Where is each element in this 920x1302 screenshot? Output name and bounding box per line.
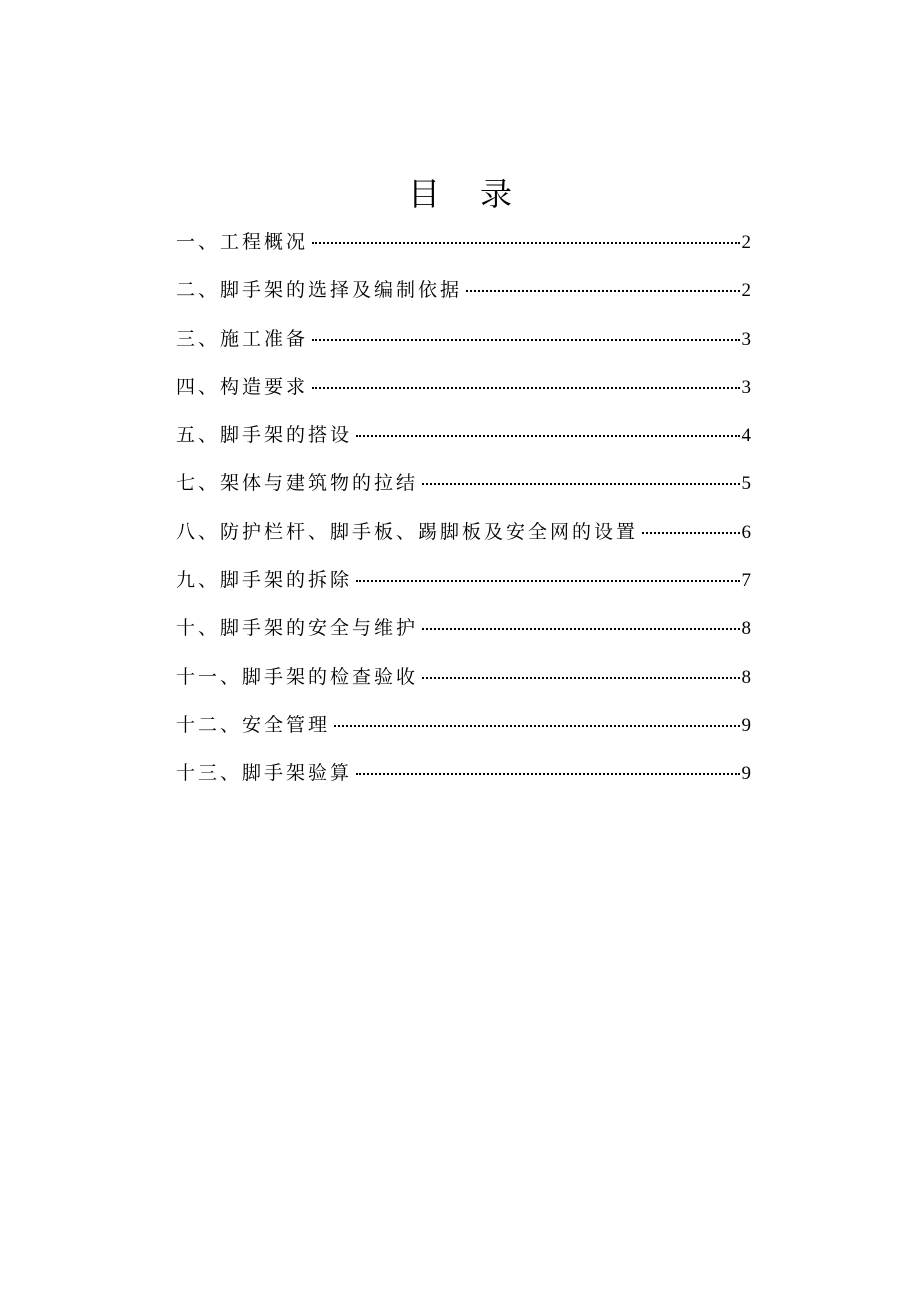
toc-entry[interactable] [176,606,751,654]
toc-entry-label: 八、防护栏杆、脚手板、踢脚板及安全网的设置 [176,520,639,543]
toc-dot-leader [310,228,740,248]
toc-entry-page: 3 [741,376,751,398]
toc-dot-leader [310,373,740,393]
toc-dot-leader [354,421,740,441]
toc-entry-page: 4 [741,425,751,447]
toc-dot-leader [354,566,740,586]
toc-dot-leader [640,518,740,538]
toc-entry-label: 五、脚手架的搭设 [176,424,353,447]
toc-entry-label: 一、工程概况 [176,231,309,253]
toc-entry-page: 9 [741,763,751,785]
toc-dot-leader [310,325,740,345]
toc-entry-label: 三、施工准备 [176,327,309,350]
toc-entry-page: 2 [741,280,751,302]
toc-entry[interactable] [176,317,751,365]
toc-entry-page: 8 [741,618,751,640]
toc-entry-label: 十二、安全管理 [176,713,331,736]
toc-dot-leader [420,469,740,489]
toc-entry-label: 七、架体与建筑物的拉结 [176,472,419,495]
toc-entry[interactable] [176,703,751,751]
toc-entry[interactable] [176,461,751,509]
toc-dot-leader [332,711,740,731]
toc-entry-page: 2 [741,232,751,253]
toc-entry-label: 十一、脚手架的检查验收 [176,665,419,688]
toc-entry-label: 二、脚手架的选择及编制依据 [176,279,463,302]
toc-title: 目录 [407,175,552,213]
toc-entry-label: 四、构造要求 [176,375,309,398]
toc-entry[interactable] [176,220,751,268]
toc-entry[interactable] [176,413,751,461]
toc-entry-label: 十、脚手架的安全与维护 [176,617,419,640]
toc-entry[interactable] [176,268,751,316]
toc-entry-label: 九、脚手架的拆除 [176,569,353,592]
toc-dot-leader [420,614,740,634]
toc-entry-page: 7 [741,570,751,592]
toc-entry[interactable] [176,365,751,413]
toc-entry-page: 3 [741,328,751,350]
toc-entry-page: 5 [741,473,751,495]
toc-entry[interactable] [176,510,751,558]
toc-dot-leader [464,276,740,296]
toc-list [176,220,751,800]
toc-dot-leader [354,759,740,779]
toc-dot-leader [420,663,740,683]
toc-entry-page: 9 [741,714,751,736]
toc-entry-page: 6 [741,521,751,543]
toc-entry-page: 8 [741,666,751,688]
toc-entry[interactable] [176,558,751,606]
toc-entry-label: 十三、脚手架验算 [176,762,353,785]
toc-entry[interactable] [176,751,751,799]
toc-entry[interactable] [176,655,751,703]
